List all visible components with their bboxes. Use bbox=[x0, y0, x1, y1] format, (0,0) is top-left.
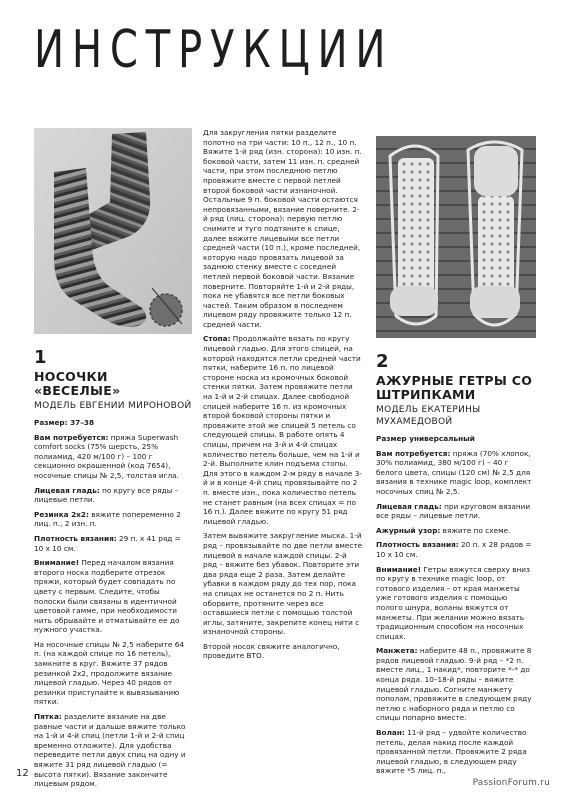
stockinette bbox=[376, 502, 536, 521]
size: Размер: 37–38 bbox=[34, 418, 95, 427]
materials-text: пряжа Superwash comfort socks (75% шерсть, 25% полиамид, 420 м/100 г) – 100 г секционно окрашенной (код 7654), носочные спицы № 2,5, толстая игла. bbox=[34, 432, 179, 480]
lace-pattern bbox=[376, 526, 536, 536]
attention bbox=[34, 558, 192, 635]
site-watermark: PassionForum.ru bbox=[472, 778, 550, 788]
materials bbox=[376, 449, 536, 497]
stockinette-label: Лицевая гладь: bbox=[376, 501, 442, 511]
pattern-title: НОСОЧКИ «ВЕСЕЛЫЕ» bbox=[34, 369, 121, 398]
attention-label: Внимание! bbox=[34, 558, 80, 568]
cuff-label: Манжета: bbox=[376, 646, 418, 656]
lace-text: вяжите по схеме. bbox=[440, 525, 511, 535]
heel-round-paragraph: Для закругления пятки разделите полотно на три части: 10 п., 12 п., 10 п. Вяжите 1-й ряд (изн. сторона): 10 изн. п. боковой части, затем 11 изн. п. средней части, при этом последнюю петлю провяжите вместе с первой петлей второй боковой части изнаночной. Остальные 9 п. боковой части остаются непровязанными, вязание поверните. 2-й ряд (лиц. сторона): первую петлю снимите и туго подтяните к спице, далее вяжите лицевыми все петли средней части (10 п.), кроме последней, которую надо провязать лицевой за заднюю стенку вместе с соседней петлей первой боковой части. Вязание поверните. Повторяйте 1-й и 2-й ряды, пока не убавятся все петли боковых частей. Таким образом в последнем лицевом ряду провяжите только 12 п. средней части. bbox=[203, 128, 362, 329]
socks-photo bbox=[34, 128, 192, 334]
gauge-text: 29 п. х 41 ряд = 10 х 10 см. bbox=[34, 533, 181, 553]
rib bbox=[34, 510, 192, 529]
pattern-title: АЖУРНЫЕ ГЕТРЫ СО ШТРИПКАМИ bbox=[376, 373, 533, 402]
pattern-number: 2 bbox=[376, 351, 389, 372]
rib-text: вяжите попеременно 2 лиц. п., 2 изн. п. bbox=[34, 509, 181, 529]
materials-text: пряжа (70% хлопок, 30% полиамид, 380 м/100 г) – 40 г белого цвета, спицы (120 см) № 2,5 для вязания в технике magic loop, комплект носочных спиц № 2,5. bbox=[376, 448, 532, 496]
heel-text: разделите вязание на две равные части и дальше вяжите только на 1-й и 4-й спиц (петли 1-й и 2-й спиц временно отложите). Для удобства переведите петли двух спиц на одну и вяжите 31 ряд лицевой гладью (= высота пятки). Вязание закончите лицевым рядом. bbox=[34, 712, 186, 789]
pattern-author: МОДЕЛЬ ЕКАТЕРИНЫ МУХАМЕДОВОЙ bbox=[376, 405, 481, 427]
column-3 bbox=[376, 348, 536, 781]
gaiters-photo bbox=[376, 136, 536, 338]
attention bbox=[376, 565, 536, 642]
stockinette-label: Лицевая гладь: bbox=[34, 485, 100, 495]
foot bbox=[203, 334, 363, 526]
attention-text: Перед началом вязания второго носка подберите отрезок пряжи, который будет совпадать по цвету с первым. Следите, чтобы полоски были связаны в идентичной цветовой гамме, при необходимости нить обрывайте и отматывайте ее до нужного участка. bbox=[34, 558, 180, 635]
rib-label: Резинка 2х2: bbox=[34, 509, 89, 519]
foot-text: Продолжайте вязать по кругу лицевой гладью. Для этого спицей, на которой находятся петли средней части пятки, наберите 16 п. по лицевой стороне носка из кромочных боковой стенки пятки. Затем провяжите петли на 1-й и 2-й спицах. Далее свободной спицей наберите 16 п. из кромочных второй боковой стороны пятки и провяжите этой же спицей 5 петель со следующей спицы. В работе опять 4 спицы, причем на 3-й и 4-й спицах количество петель больше, чем на 1-й и 2-й. Выполните клин подъема стопы. Для этого в каждом 2-м ряду в начале 3-й и в конце 4-й спиц провязывайте по 2 п. вместе изн., пока количество петель не станет равным (на всех спицах = по 16 п.). Далее вяжите по кругу 51 ряд лицевой гладью. bbox=[203, 334, 363, 526]
heel bbox=[34, 712, 192, 789]
pattern-author: МОДЕЛЬ ЕВГЕНИИ МИРОНОВОЙ bbox=[34, 401, 192, 411]
lace-label: Ажурный узор: bbox=[376, 525, 441, 535]
cast-on-paragraph: На носочные спицы № 2,5 наберите 64 п. (на каждой спице по 16 петель), замкните в круг. Вяжите 37 рядов резинкой 2х2, продолжите вязание лицевой гладью. Через 40 рядов от резинки приступайте к вывязыванию пятки. bbox=[34, 639, 184, 707]
attention-text: Гетры вяжутся сверху вниз по кругу в технике magic loop, от готового изделия – от края манжеты уже готового изделия с помощью полого шнура, воланы вяжутся от манжеты. При желании можно вязать традиционным способом на носочных спицах. bbox=[376, 564, 530, 641]
ruffle-text: 11-й ряд – удвойте количество петель, делая накид после каждой провязанной петли. Провяжите 2 ряда лицевой гладью, в следующем ряду вяжите *5 лиц. п., bbox=[376, 728, 527, 776]
gauge bbox=[34, 534, 192, 553]
foot-label: Стопа: bbox=[203, 334, 231, 344]
gauge-text: 20 п. х 28 рядов = 10 х 10 см. bbox=[376, 540, 532, 559]
gauge-label: Плотность вязания: bbox=[34, 533, 117, 543]
page-number: 12 bbox=[16, 768, 29, 779]
column-2 bbox=[203, 128, 363, 666]
cuff bbox=[376, 646, 536, 723]
materials-label: Вам потребуется: bbox=[34, 432, 109, 442]
page-title: ИНСТРУКЦИИ bbox=[34, 20, 394, 80]
column-1 bbox=[34, 344, 192, 794]
pattern-number: 1 bbox=[34, 347, 47, 368]
ruffle-label: Волан: bbox=[376, 728, 405, 738]
stockinette-text: по кругу все ряды – лицевые петли. bbox=[34, 485, 179, 505]
materials-label: Вам потребуется: bbox=[376, 448, 451, 458]
stockinette bbox=[34, 486, 192, 505]
stockinette-text: при круговом вязании все ряды – лицевые петли. bbox=[376, 501, 531, 521]
cuff-text: наберите 48 п., провяжите 8 рядов лицевой гладью. 9-й ряд – *2 п. вместе лиц., 1 накид*, повторите *-* до конца ряда. 10–18-й ряды – вяжите лицевой гладью. Согните манжету пополам, провяжите в следующем ряду петлю с наборного ряда и петлю со спицы попарно вместе. bbox=[376, 646, 532, 723]
gauge bbox=[376, 540, 536, 559]
second-sock-paragraph: Второй носок свяжите аналогично, проведите ВТО. bbox=[203, 641, 340, 661]
materials bbox=[34, 433, 192, 481]
attention-label: Внимание! bbox=[376, 564, 422, 574]
size: Размер универсальный bbox=[376, 434, 475, 443]
heel-label: Пятка: bbox=[34, 712, 62, 722]
toe-paragraph: Затем вывяжите закругление мыска. 1-й ряд – провязывайте по две петли вместе лицевой в начале каждой спицы. 2-й ряд – вяжите без убавок. Повторите эти два ряда еще 2 раза. Затем делайте убавки в каждом ряду до тех пор, пока на спицах не останется по 2 п. Нить оборвите, протяните через все оставшиеся петли с помощью толстой иглы, затяните, закрепите конец нити с изнаночной стороны. bbox=[203, 531, 363, 637]
ruffle bbox=[376, 728, 536, 776]
gauge-label: Плотность вязания: bbox=[376, 540, 459, 550]
